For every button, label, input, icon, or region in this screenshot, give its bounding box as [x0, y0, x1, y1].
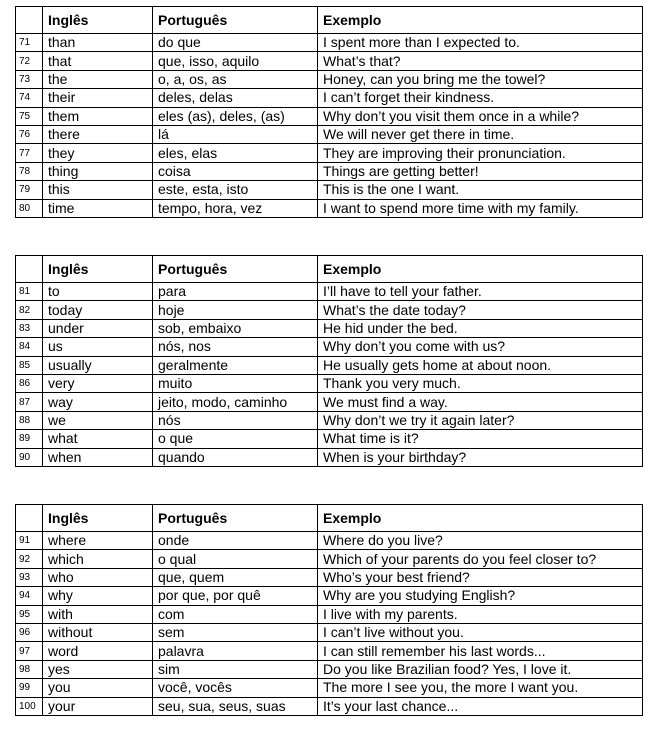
- portuguese-translation: quando: [153, 448, 318, 466]
- table-row: [16, 697, 643, 715]
- portuguese-translation: tempo, hora, vez: [153, 199, 318, 217]
- portuguese-translation: nós, nos: [153, 338, 318, 356]
- vocab-table-91-100: [15, 504, 643, 716]
- portuguese-translation: sim: [153, 660, 318, 678]
- english-header: Inglês: [43, 505, 153, 532]
- english-word: yes: [43, 660, 153, 678]
- english-word: with: [43, 605, 153, 623]
- english-word: the: [43, 70, 153, 88]
- table-row: [16, 568, 643, 586]
- english-word: without: [43, 623, 153, 641]
- row-number: 92: [16, 550, 43, 568]
- english-header: Inglês: [43, 7, 153, 34]
- table-row: [16, 89, 643, 107]
- example-sentence: What’s the date today?: [318, 301, 643, 319]
- english-word: us: [43, 338, 153, 356]
- example-sentence: The more I see you, the more I want you.: [318, 679, 643, 697]
- table-row: [16, 587, 643, 605]
- example-header: Exemplo: [318, 505, 643, 532]
- table-row: [16, 52, 643, 70]
- header-row: [16, 505, 643, 532]
- english-word: which: [43, 550, 153, 568]
- english-word: who: [43, 568, 153, 586]
- portuguese-translation: o que: [153, 430, 318, 448]
- english-header: Inglês: [43, 256, 153, 283]
- row-number: 89: [16, 430, 43, 448]
- row-number: 93: [16, 568, 43, 586]
- portuguese-translation: sem: [153, 623, 318, 641]
- example-sentence: What time is it?: [318, 430, 643, 448]
- row-number: 96: [16, 623, 43, 641]
- example-sentence: I can still remember his last words...: [318, 642, 643, 660]
- row-number: 77: [16, 144, 43, 162]
- vocab-table-81-90: [15, 255, 643, 467]
- english-word: them: [43, 107, 153, 125]
- row-number: 85: [16, 356, 43, 374]
- portuguese-header: Português: [153, 256, 318, 283]
- portuguese-translation: jeito, modo, caminho: [153, 393, 318, 411]
- english-word: word: [43, 642, 153, 660]
- example-sentence: He hid under the bed.: [318, 319, 643, 337]
- portuguese-translation: que, quem: [153, 568, 318, 586]
- number-header: [16, 7, 43, 34]
- table-row: [16, 338, 643, 356]
- row-number: 95: [16, 605, 43, 623]
- row-number: 79: [16, 181, 43, 199]
- portuguese-translation: este, esta, isto: [153, 181, 318, 199]
- portuguese-translation: onde: [153, 532, 318, 550]
- english-word: very: [43, 374, 153, 392]
- row-number: 72: [16, 52, 43, 70]
- example-sentence: Why don’t you visit them once in a while?: [318, 107, 643, 125]
- table-row: [16, 448, 643, 466]
- example-sentence: They are improving their pronunciation.: [318, 144, 643, 162]
- table-row: [16, 623, 643, 641]
- table-row: [16, 107, 643, 125]
- english-word: what: [43, 430, 153, 448]
- example-sentence: I want to spend more time with my family.: [318, 199, 643, 217]
- example-sentence: I live with my parents.: [318, 605, 643, 623]
- table-row: [16, 283, 643, 301]
- vocab-table-71-80: [15, 6, 643, 218]
- english-word: thing: [43, 162, 153, 180]
- example-sentence: I can’t forget their kindness.: [318, 89, 643, 107]
- header-row: [16, 256, 643, 283]
- english-word: usually: [43, 356, 153, 374]
- english-word: they: [43, 144, 153, 162]
- table-row: [16, 430, 643, 448]
- example-sentence: Why are you studying English?: [318, 587, 643, 605]
- example-sentence: We must find a way.: [318, 393, 643, 411]
- row-number: 73: [16, 70, 43, 88]
- row-number: 82: [16, 301, 43, 319]
- english-word: today: [43, 301, 153, 319]
- example-sentence: Where do you live?: [318, 532, 643, 550]
- table-row: [16, 356, 643, 374]
- portuguese-translation: lá: [153, 125, 318, 143]
- table-row: [16, 34, 643, 52]
- row-number: 90: [16, 448, 43, 466]
- table-row: [16, 393, 643, 411]
- portuguese-translation: eles (as), deles, (as): [153, 107, 318, 125]
- row-number: 84: [16, 338, 43, 356]
- example-sentence: He usually gets home at about noon.: [318, 356, 643, 374]
- english-word: we: [43, 411, 153, 429]
- number-header: [16, 256, 43, 283]
- english-word: when: [43, 448, 153, 466]
- table-row: [16, 181, 643, 199]
- row-number: 91: [16, 532, 43, 550]
- example-sentence: When is your birthday?: [318, 448, 643, 466]
- example-sentence: Thank you very much.: [318, 374, 643, 392]
- example-sentence: Things are getting better!: [318, 162, 643, 180]
- example-sentence: Why don’t we try it again later?: [318, 411, 643, 429]
- english-word: to: [43, 283, 153, 301]
- number-header: [16, 505, 43, 532]
- english-word: where: [43, 532, 153, 550]
- english-word: your: [43, 697, 153, 715]
- english-word: this: [43, 181, 153, 199]
- row-number: 78: [16, 162, 43, 180]
- row-number: 97: [16, 642, 43, 660]
- english-word: way: [43, 393, 153, 411]
- english-word: than: [43, 34, 153, 52]
- table-row: [16, 199, 643, 217]
- example-sentence: Which of your parents do you feel closer to?: [318, 550, 643, 568]
- portuguese-translation: eles, elas: [153, 144, 318, 162]
- table-row: [16, 301, 643, 319]
- row-number: 83: [16, 319, 43, 337]
- portuguese-translation: seu, sua, seus, suas: [153, 697, 318, 715]
- portuguese-header: Português: [153, 7, 318, 34]
- example-sentence: Who’s your best friend?: [318, 568, 643, 586]
- row-number: 88: [16, 411, 43, 429]
- example-sentence: I’ll have to tell your father.: [318, 283, 643, 301]
- portuguese-translation: coisa: [153, 162, 318, 180]
- english-word: you: [43, 679, 153, 697]
- english-word: their: [43, 89, 153, 107]
- table-row: [16, 660, 643, 678]
- row-number: 98: [16, 660, 43, 678]
- english-word: that: [43, 52, 153, 70]
- row-number: 71: [16, 34, 43, 52]
- example-sentence: Honey, can you bring me the towel?: [318, 70, 643, 88]
- portuguese-translation: sob, embaixo: [153, 319, 318, 337]
- row-number: 94: [16, 587, 43, 605]
- portuguese-header: Português: [153, 505, 318, 532]
- row-number: 75: [16, 107, 43, 125]
- example-sentence: This is the one I want.: [318, 181, 643, 199]
- table-row: [16, 70, 643, 88]
- portuguese-translation: você, vocês: [153, 679, 318, 697]
- english-word: there: [43, 125, 153, 143]
- table-row: [16, 550, 643, 568]
- table-row: [16, 679, 643, 697]
- portuguese-translation: do que: [153, 34, 318, 52]
- row-number: 87: [16, 393, 43, 411]
- english-word: under: [43, 319, 153, 337]
- row-number: 99: [16, 679, 43, 697]
- portuguese-translation: muito: [153, 374, 318, 392]
- example-sentence: I can’t live without you.: [318, 623, 643, 641]
- example-sentence: Why don’t you come with us?: [318, 338, 643, 356]
- header-row: [16, 7, 643, 34]
- example-header: Exemplo: [318, 256, 643, 283]
- portuguese-translation: por que, por quê: [153, 587, 318, 605]
- table-row: [16, 319, 643, 337]
- row-number: 76: [16, 125, 43, 143]
- portuguese-translation: com: [153, 605, 318, 623]
- row-number: 74: [16, 89, 43, 107]
- table-row: [16, 532, 643, 550]
- row-number: 86: [16, 374, 43, 392]
- portuguese-translation: que, isso, aquilo: [153, 52, 318, 70]
- table-row: [16, 605, 643, 623]
- table-row: [16, 144, 643, 162]
- table-row: [16, 411, 643, 429]
- example-sentence: Do you like Brazilian food? Yes, I love it.: [318, 660, 643, 678]
- portuguese-translation: palavra: [153, 642, 318, 660]
- portuguese-translation: hoje: [153, 301, 318, 319]
- portuguese-translation: geralmente: [153, 356, 318, 374]
- example-sentence: What’s that?: [318, 52, 643, 70]
- portuguese-translation: para: [153, 283, 318, 301]
- example-sentence: I spent more than I expected to.: [318, 34, 643, 52]
- table-row: [16, 374, 643, 392]
- portuguese-translation: nós: [153, 411, 318, 429]
- portuguese-translation: deles, delas: [153, 89, 318, 107]
- table-row: [16, 642, 643, 660]
- table-row: [16, 162, 643, 180]
- row-number: 100: [16, 697, 43, 715]
- example-sentence: We will never get there in time.: [318, 125, 643, 143]
- example-sentence: It’s your last chance...: [318, 697, 643, 715]
- example-header: Exemplo: [318, 7, 643, 34]
- english-word: time: [43, 199, 153, 217]
- english-word: why: [43, 587, 153, 605]
- portuguese-translation: o qual: [153, 550, 318, 568]
- row-number: 81: [16, 283, 43, 301]
- row-number: 80: [16, 199, 43, 217]
- table-row: [16, 125, 643, 143]
- portuguese-translation: o, a, os, as: [153, 70, 318, 88]
